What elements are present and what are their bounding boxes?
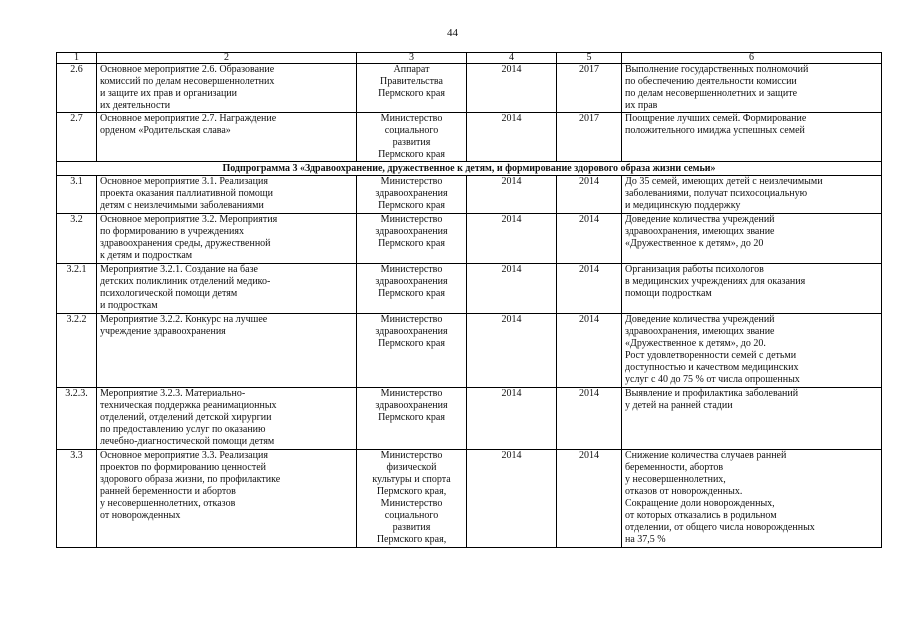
event-name: Мероприятие 3.2.3. Материально- техническая поддержка реанимационных отделений, отделений детской хирургии по предоставлению услуг по оказанию лечебно-диагностической помощи детям	[97, 388, 357, 450]
start-year: 2014	[467, 264, 557, 314]
expected-result: Выполнение государственных полномочий по обеспечению деятельности комиссии по делам несовершеннолетних и защите их прав	[622, 64, 882, 113]
start-year: 2014	[467, 388, 557, 450]
start-year: 2014	[467, 214, 557, 264]
section-row	[57, 162, 882, 176]
executor: Министерство здравоохранения Пермского края	[357, 264, 467, 314]
start-year: 2014	[467, 64, 557, 113]
row-number: 3.2.2	[57, 314, 97, 388]
expected-result: Организация работы психологов в медицинских учреждениях для оказания помощи подросткам	[622, 264, 882, 314]
expected-result: Снижение количества случаев ранней беременности, абортов у несовершеннолетних, отказов от новорожденных. Сокращение доли новорожденных, от которых отказались в родильном отделении, от общего числа новорожденных на 37,5 %	[622, 450, 882, 548]
table-row	[57, 176, 882, 214]
expected-result: Доведение количества учреждений здравоохранения, имеющих звание «Дружественное к детям», до 20	[622, 214, 882, 264]
col-header-4: 4	[467, 53, 557, 64]
col-header-2: 2	[97, 53, 357, 64]
program-table	[56, 52, 882, 548]
row-number: 3.2.1	[57, 264, 97, 314]
table-row	[57, 64, 882, 113]
expected-result: Поощрение лучших семей. Формирование положительного имиджа успешных семей	[622, 113, 882, 162]
section-title: Подпрограмма 3 «Здравоохранение, дружественное к детям, и формирование здорового образа жизни семьи»	[57, 162, 882, 176]
end-year: 2017	[557, 64, 622, 113]
start-year: 2014	[467, 176, 557, 214]
start-year: 2014	[467, 450, 557, 548]
row-number: 3.2.3.	[57, 388, 97, 450]
col-header-3: 3	[357, 53, 467, 64]
header-row	[57, 53, 882, 64]
table-row	[57, 214, 882, 264]
table-row	[57, 450, 882, 548]
executor: Министерство здравоохранения Пермского края	[357, 214, 467, 264]
event-name: Мероприятие 3.2.1. Создание на базе детских поликлиник отделений медико- психологической помощи детям и подросткам	[97, 264, 357, 314]
table-row	[57, 388, 882, 450]
event-name: Основное мероприятие 3.2. Мероприятия по формированию в учреждениях здравоохранения среды, дружественной к детям и подросткам	[97, 214, 357, 264]
row-number: 2.6	[57, 64, 97, 113]
page-number: 44	[447, 27, 458, 39]
col-header-1: 1	[57, 53, 97, 64]
event-name: Основное мероприятие 2.7. Награждение орденом «Родительская слава»	[97, 113, 357, 162]
row-number: 3.3	[57, 450, 97, 548]
col-header-6: 6	[622, 53, 882, 64]
end-year: 2014	[557, 314, 622, 388]
end-year: 2014	[557, 450, 622, 548]
col-header-5: 5	[557, 53, 622, 64]
row-number: 2.7	[57, 113, 97, 162]
end-year: 2014	[557, 214, 622, 264]
start-year: 2014	[467, 113, 557, 162]
table-row	[57, 113, 882, 162]
end-year: 2014	[557, 176, 622, 214]
expected-result: Доведение количества учреждений здравоохранения, имеющих звание «Дружественное к детям», до 20. Рост удовлетворенности семей с детьми доступностью и качеством медицинских услуг с 40 до 75 % от числа опрошенных	[622, 314, 882, 388]
start-year: 2014	[467, 314, 557, 388]
row-number: 3.2	[57, 214, 97, 264]
table-row	[57, 314, 882, 388]
end-year: 2017	[557, 113, 622, 162]
expected-result: Выявление и профилактика заболеваний у детей на ранней стадии	[622, 388, 882, 450]
row-number: 3.1	[57, 176, 97, 214]
event-name: Мероприятие 3.2.2. Конкурс на лучшее учреждение здравоохранения	[97, 314, 357, 388]
event-name: Основное мероприятие 2.6. Образование комиссий по делам несовершеннолетних и защите их прав и организации их деятельности	[97, 64, 357, 113]
executor: Аппарат Правительства Пермского края	[357, 64, 467, 113]
executor: Министерство социального развития Пермского края	[357, 113, 467, 162]
event-name: Основное мероприятие 3.1. Реализация проекта оказания паллиативной помощи детям с неизлечимыми заболеваниями	[97, 176, 357, 214]
table-row	[57, 264, 882, 314]
end-year: 2014	[557, 388, 622, 450]
executor: Министерство здравоохранения Пермского края	[357, 176, 467, 214]
expected-result: До 35 семей, имеющих детей с неизлечимыми заболеваниями, получат психосоциальную и медицинскую поддержку	[622, 176, 882, 214]
executor: Министерство здравоохранения Пермского края	[357, 314, 467, 388]
end-year: 2014	[557, 264, 622, 314]
executor: Министерство физической культуры и спорта Пермского края, Министерство социального развития Пермского края,	[357, 450, 467, 548]
executor: Министерство здравоохранения Пермского края	[357, 388, 467, 450]
event-name: Основное мероприятие 3.3. Реализация проектов по формированию ценностей здорового образа жизни, по профилактике ранней беременности и абортов у несовершеннолетних, отказов от новорожденных	[97, 450, 357, 548]
